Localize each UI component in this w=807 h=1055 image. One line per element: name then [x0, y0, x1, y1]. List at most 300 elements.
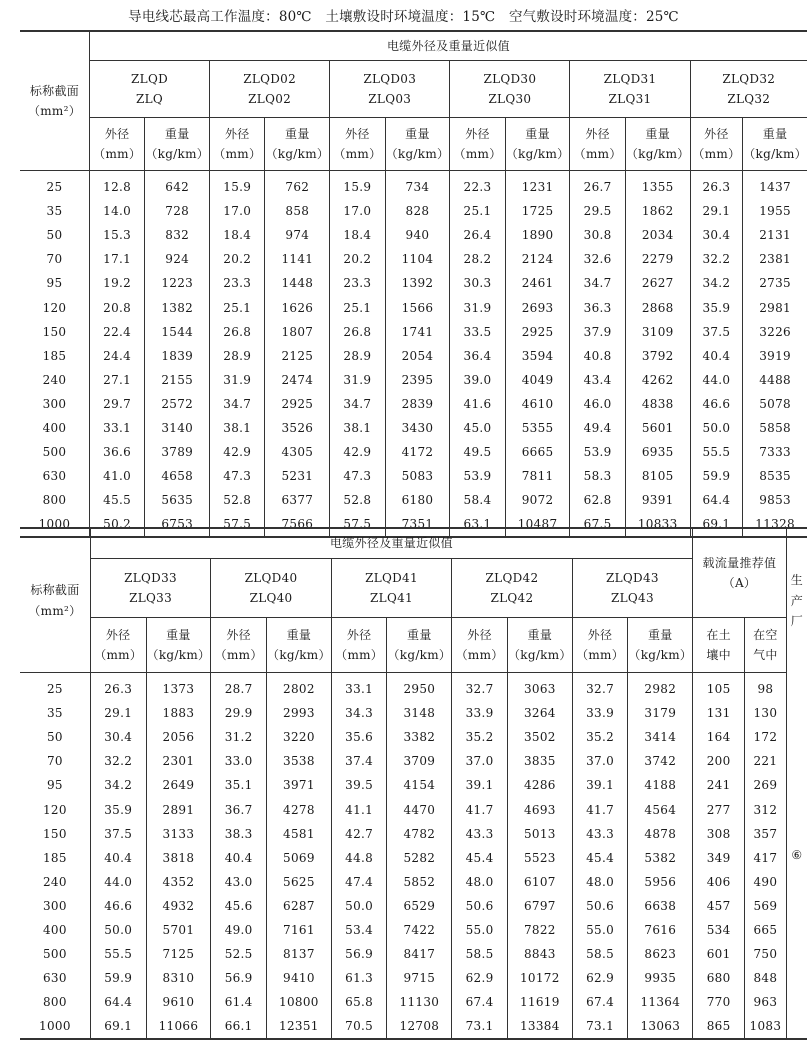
value-cell: 28.9: [210, 344, 265, 368]
value-cell: 37.0: [452, 749, 508, 773]
value-cell: 58.4: [450, 488, 505, 512]
value-cell: 7422: [387, 918, 452, 942]
value-cell: 50.0: [90, 918, 146, 942]
value-cell: 50.0: [690, 416, 743, 440]
value-cell: 164: [693, 725, 745, 749]
cross-section-cell: 240: [20, 870, 90, 894]
cross-section-cell: 630: [20, 464, 89, 488]
value-cell: 30.3: [450, 271, 505, 295]
value-cell: 4878: [628, 822, 693, 846]
value-cell: 6665: [505, 440, 570, 464]
value-cell: 19.2: [89, 271, 144, 295]
value-cell: 601: [693, 942, 745, 966]
value-cell: 3971: [267, 773, 332, 797]
value-cell: 5078: [743, 392, 807, 416]
value-cell: 53.9: [570, 440, 625, 464]
value-cell: 23.3: [210, 271, 265, 295]
value-cell: 31.9: [330, 368, 385, 392]
manufacturer-header: 生 产 厂: [786, 528, 807, 673]
value-cell: 7333: [743, 440, 807, 464]
value-cell: 3133: [146, 822, 211, 846]
value-cell: 44.0: [90, 870, 146, 894]
value-cell: 42.9: [330, 440, 385, 464]
value-cell: 4658: [145, 464, 210, 488]
cross-section-cell: 95: [20, 271, 89, 295]
value-cell: 47.3: [210, 464, 265, 488]
value-cell: 38.3: [211, 822, 267, 846]
ampacity-air-header: 在空 气中: [745, 618, 787, 673]
value-cell: 2925: [505, 320, 570, 344]
value-cell: 67.5: [570, 512, 625, 537]
value-cell: 2474: [265, 368, 330, 392]
value-cell: 41.6: [450, 392, 505, 416]
value-cell: 36.7: [211, 797, 267, 821]
table-row: [20, 894, 807, 918]
table-row: [20, 464, 807, 488]
value-cell: 24.4: [89, 344, 144, 368]
value-cell: 2131: [743, 223, 807, 247]
value-cell: 41.7: [452, 797, 508, 821]
value-cell: 33.1: [331, 673, 387, 702]
table-row: [20, 990, 807, 1014]
value-cell: 3789: [145, 440, 210, 464]
value-cell: 534: [693, 918, 745, 942]
weight-header: 重量 （kg/km）: [145, 118, 210, 171]
value-cell: 406: [693, 870, 745, 894]
value-cell: 4581: [267, 822, 332, 846]
value-cell: 29.1: [690, 199, 743, 223]
value-cell: 25.1: [330, 295, 385, 319]
value-cell: 4470: [387, 797, 452, 821]
weight-header: 重量 （kg/km）: [743, 118, 807, 171]
value-cell: 46.6: [690, 392, 743, 416]
value-cell: 38.1: [210, 416, 265, 440]
table-row: [20, 344, 807, 368]
value-cell: 70.5: [331, 1014, 387, 1039]
value-cell: 62.8: [570, 488, 625, 512]
cross-section-cell: 70: [20, 749, 90, 773]
value-cell: 57.5: [210, 512, 265, 537]
cross-section-cell: 400: [20, 416, 89, 440]
value-cell: 12.8: [89, 171, 144, 200]
value-cell: 1141: [265, 247, 330, 271]
value-cell: 1437: [743, 171, 807, 200]
outer-diameter-header: 外径 （mm）: [450, 118, 505, 171]
value-cell: 734: [385, 171, 450, 200]
value-cell: 3414: [628, 725, 693, 749]
value-cell: 20.2: [210, 247, 265, 271]
value-cell: 62.9: [572, 966, 628, 990]
value-cell: 11364: [628, 990, 693, 1014]
value-cell: 33.1: [89, 416, 144, 440]
value-cell: 5852: [387, 870, 452, 894]
table-row: [20, 773, 807, 797]
value-cell: 1883: [146, 701, 211, 725]
value-cell: 2056: [146, 725, 211, 749]
value-cell: 6287: [267, 894, 332, 918]
value-cell: 2301: [146, 749, 211, 773]
value-cell: 3430: [385, 416, 450, 440]
weight-header: 重量 （kg/km）: [507, 618, 572, 673]
value-cell: 5231: [265, 464, 330, 488]
value-cell: 4188: [628, 773, 693, 797]
value-cell: 3226: [743, 320, 807, 344]
cross-section-cell: 150: [20, 822, 90, 846]
value-cell: 31.2: [211, 725, 267, 749]
table-row: [20, 870, 807, 894]
value-cell: 52.8: [330, 488, 385, 512]
value-cell: 9610: [146, 990, 211, 1014]
value-cell: 17.0: [330, 199, 385, 223]
value-cell: 69.1: [90, 1014, 146, 1039]
value-cell: 1862: [625, 199, 690, 223]
value-cell: 490: [745, 870, 787, 894]
value-cell: 11066: [146, 1014, 211, 1039]
value-cell: 665: [745, 918, 787, 942]
value-cell: 924: [145, 247, 210, 271]
weight-header: 重量 （kg/km）: [267, 618, 332, 673]
outer-diameter-header: 外径 （mm）: [89, 118, 144, 171]
value-cell: 2868: [625, 295, 690, 319]
table-row: [20, 416, 807, 440]
value-cell: 58.5: [572, 942, 628, 966]
value-cell: 26.3: [90, 673, 146, 702]
table-row: [20, 966, 807, 990]
value-cell: 2802: [267, 673, 332, 702]
value-cell: 37.5: [90, 822, 146, 846]
value-cell: 2627: [625, 271, 690, 295]
value-cell: 2982: [628, 673, 693, 702]
value-cell: 6753: [145, 512, 210, 537]
value-cell: 5069: [267, 846, 332, 870]
outer-diameter-header: 外径 （mm）: [452, 618, 508, 673]
value-cell: 35.6: [331, 725, 387, 749]
value-cell: 642: [145, 171, 210, 200]
value-cell: 29.9: [211, 701, 267, 725]
od-weight-group-header: 电缆外径及重量近似值: [90, 528, 692, 559]
value-cell: 770: [693, 990, 745, 1014]
value-cell: 33.5: [450, 320, 505, 344]
value-cell: 47.4: [331, 870, 387, 894]
value-cell: 50.6: [452, 894, 508, 918]
table-row: [20, 1014, 807, 1039]
value-cell: 35.2: [452, 725, 508, 749]
value-cell: 1223: [145, 271, 210, 295]
value-cell: 3526: [265, 416, 330, 440]
value-cell: 9853: [743, 488, 807, 512]
value-cell: 34.3: [331, 701, 387, 725]
value-cell: 25.1: [450, 199, 505, 223]
cross-section-cell: 300: [20, 894, 90, 918]
value-cell: 37.0: [572, 749, 628, 773]
value-cell: 32.7: [452, 673, 508, 702]
value-cell: 29.7: [89, 392, 144, 416]
table-row: [20, 846, 807, 870]
value-cell: 2124: [505, 247, 570, 271]
value-cell: 4172: [385, 440, 450, 464]
value-cell: 2649: [146, 773, 211, 797]
value-cell: 9715: [387, 966, 452, 990]
value-cell: 1807: [265, 320, 330, 344]
value-cell: 2993: [267, 701, 332, 725]
cross-section-cell: 300: [20, 392, 89, 416]
value-cell: 29.5: [570, 199, 625, 223]
value-cell: 15.9: [330, 171, 385, 200]
cross-section-cell: 1000: [20, 512, 89, 537]
value-cell: 3502: [507, 725, 572, 749]
value-cell: 32.7: [572, 673, 628, 702]
value-cell: 6377: [265, 488, 330, 512]
value-cell: 31.9: [210, 368, 265, 392]
model-header: ZLQD41 ZLQ41: [331, 559, 451, 618]
value-cell: 30.4: [90, 725, 146, 749]
value-cell: 2125: [265, 344, 330, 368]
table-row: [20, 392, 807, 416]
value-cell: 26.4: [450, 223, 505, 247]
value-cell: 2925: [265, 392, 330, 416]
value-cell: 2034: [625, 223, 690, 247]
value-cell: 4782: [387, 822, 452, 846]
value-cell: 43.0: [211, 870, 267, 894]
outer-diameter-header: 外径 （mm）: [331, 618, 387, 673]
table-row: [20, 942, 807, 966]
cross-section-cell: 800: [20, 990, 90, 1014]
value-cell: 28.7: [211, 673, 267, 702]
table-row: [20, 488, 807, 512]
value-cell: 3264: [507, 701, 572, 725]
value-cell: 23.3: [330, 271, 385, 295]
value-cell: 36.6: [89, 440, 144, 464]
value-cell: 963: [745, 990, 787, 1014]
value-cell: 53.4: [331, 918, 387, 942]
value-cell: 2461: [505, 271, 570, 295]
cross-section-header: 标称截面 （mm²）: [20, 31, 89, 171]
value-cell: 30.8: [570, 223, 625, 247]
value-cell: 38.1: [330, 416, 385, 440]
model-header: ZLQD42 ZLQ42: [452, 559, 572, 618]
weight-header: 重量 （kg/km）: [146, 618, 211, 673]
table-row: [20, 271, 807, 295]
value-cell: 20.2: [330, 247, 385, 271]
value-cell: 50.2: [89, 512, 144, 537]
value-cell: 34.7: [570, 271, 625, 295]
cross-section-cell: 25: [20, 171, 89, 200]
value-cell: 28.2: [450, 247, 505, 271]
value-cell: 105: [693, 673, 745, 702]
value-cell: 49.4: [570, 416, 625, 440]
value-cell: 26.8: [210, 320, 265, 344]
ampacity-soil-header: 在土 壤中: [693, 618, 745, 673]
value-cell: 35.9: [690, 295, 743, 319]
cross-section-cell: 25: [20, 673, 90, 702]
value-cell: 2572: [145, 392, 210, 416]
value-cell: 2693: [505, 295, 570, 319]
value-cell: 56.9: [331, 942, 387, 966]
value-cell: 1448: [265, 271, 330, 295]
value-cell: 40.8: [570, 344, 625, 368]
value-cell: 8843: [507, 942, 572, 966]
value-cell: 39.0: [450, 368, 505, 392]
table-caption: 导电线芯最高工作温度：80℃ 土壤敷设时环境温度：15℃ 空气敷设时环境温度：25℃: [128, 9, 679, 25]
value-cell: 42.9: [210, 440, 265, 464]
value-cell: 8310: [146, 966, 211, 990]
value-cell: 58.5: [452, 942, 508, 966]
value-cell: 417: [745, 846, 787, 870]
cross-section-cell: 800: [20, 488, 89, 512]
value-cell: 1104: [385, 247, 450, 271]
value-cell: 4838: [625, 392, 690, 416]
outer-diameter-header: 外径 （mm）: [90, 618, 146, 673]
value-cell: 25.1: [210, 295, 265, 319]
value-cell: 9391: [625, 488, 690, 512]
value-cell: 4932: [146, 894, 211, 918]
value-cell: 3109: [625, 320, 690, 344]
value-cell: 33.0: [211, 749, 267, 773]
value-cell: 4278: [267, 797, 332, 821]
value-cell: 53.9: [450, 464, 505, 488]
value-cell: 13063: [628, 1014, 693, 1039]
value-cell: 8623: [628, 942, 693, 966]
value-cell: 940: [385, 223, 450, 247]
value-cell: 64.4: [690, 488, 743, 512]
value-cell: 61.4: [211, 990, 267, 1014]
value-cell: 357: [745, 822, 787, 846]
value-cell: 457: [693, 894, 745, 918]
value-cell: 1566: [385, 295, 450, 319]
value-cell: 49.5: [450, 440, 505, 464]
cross-section-cell: 120: [20, 295, 89, 319]
value-cell: 3063: [507, 673, 572, 702]
value-cell: 34.7: [210, 392, 265, 416]
cross-section-cell: 50: [20, 725, 90, 749]
value-cell: 35.2: [572, 725, 628, 749]
outer-diameter-header: 外径 （mm）: [211, 618, 267, 673]
value-cell: 277: [693, 797, 745, 821]
value-cell: 8137: [267, 942, 332, 966]
value-cell: 2395: [385, 368, 450, 392]
value-cell: 858: [265, 199, 330, 223]
outer-diameter-header: 外径 （mm）: [690, 118, 743, 171]
value-cell: 34.2: [90, 773, 146, 797]
cross-section-cell: 70: [20, 247, 89, 271]
value-cell: 5523: [507, 846, 572, 870]
value-cell: 3709: [387, 749, 452, 773]
table-row: [20, 797, 807, 821]
value-cell: 130: [745, 701, 787, 725]
value-cell: 27.1: [89, 368, 144, 392]
value-cell: 18.4: [330, 223, 385, 247]
value-cell: 4564: [628, 797, 693, 821]
model-header: ZLQD31 ZLQ31: [570, 61, 690, 118]
value-cell: 57.5: [330, 512, 385, 537]
value-cell: 2891: [146, 797, 211, 821]
value-cell: 1544: [145, 320, 210, 344]
value-cell: 241: [693, 773, 745, 797]
value-cell: 1083: [745, 1014, 787, 1039]
value-cell: 50.6: [572, 894, 628, 918]
cable-table-part-1: [20, 30, 807, 538]
value-cell: 44.8: [331, 846, 387, 870]
value-cell: 10833: [625, 512, 690, 537]
value-cell: 7822: [507, 918, 572, 942]
value-cell: 1355: [625, 171, 690, 200]
value-cell: 15.9: [210, 171, 265, 200]
cross-section-cell: 630: [20, 966, 90, 990]
value-cell: 30.4: [690, 223, 743, 247]
value-cell: 11328: [743, 512, 807, 537]
value-cell: 47.3: [330, 464, 385, 488]
value-cell: 55.0: [452, 918, 508, 942]
value-cell: 73.1: [452, 1014, 508, 1039]
value-cell: 1626: [265, 295, 330, 319]
value-cell: 22.3: [450, 171, 505, 200]
value-cell: 5635: [145, 488, 210, 512]
cross-section-cell: 95: [20, 773, 90, 797]
value-cell: 974: [265, 223, 330, 247]
weight-header: 重量 （kg/km）: [265, 118, 330, 171]
cross-section-cell: 500: [20, 942, 90, 966]
weight-header: 重量 （kg/km）: [625, 118, 690, 171]
value-cell: 4488: [743, 368, 807, 392]
value-cell: 11619: [507, 990, 572, 1014]
cross-section-cell: 120: [20, 797, 90, 821]
value-cell: 55.5: [690, 440, 743, 464]
value-cell: 43.4: [570, 368, 625, 392]
value-cell: 45.6: [211, 894, 267, 918]
value-cell: 12351: [267, 1014, 332, 1039]
weight-header: 重量 （kg/km）: [505, 118, 570, 171]
value-cell: 3179: [628, 701, 693, 725]
value-cell: 48.0: [452, 870, 508, 894]
value-cell: 45.4: [572, 846, 628, 870]
manufacturer-code-cell: ⑥: [786, 673, 807, 1040]
ampacity-header: 载流量推荐值 （A）: [693, 528, 787, 618]
value-cell: 2839: [385, 392, 450, 416]
value-cell: 9410: [267, 966, 332, 990]
value-cell: 1725: [505, 199, 570, 223]
value-cell: 43.3: [572, 822, 628, 846]
value-cell: 1955: [743, 199, 807, 223]
cross-section-cell: 185: [20, 344, 89, 368]
table-row: [20, 171, 807, 200]
table-row: [20, 320, 807, 344]
weight-header: 重量 （kg/km）: [385, 118, 450, 171]
value-cell: 39.1: [572, 773, 628, 797]
value-cell: 131: [693, 701, 745, 725]
value-cell: 67.4: [452, 990, 508, 1014]
value-cell: 4610: [505, 392, 570, 416]
value-cell: 46.6: [90, 894, 146, 918]
value-cell: 3919: [743, 344, 807, 368]
value-cell: 36.4: [450, 344, 505, 368]
value-cell: 750: [745, 942, 787, 966]
value-cell: 35.1: [211, 773, 267, 797]
value-cell: 61.3: [331, 966, 387, 990]
value-cell: 41.1: [331, 797, 387, 821]
value-cell: 8105: [625, 464, 690, 488]
value-cell: 312: [745, 797, 787, 821]
value-cell: 7125: [146, 942, 211, 966]
value-cell: 200: [693, 749, 745, 773]
value-cell: 5956: [628, 870, 693, 894]
value-cell: 3835: [507, 749, 572, 773]
cross-section-cell: 240: [20, 368, 89, 392]
value-cell: 37.9: [570, 320, 625, 344]
outer-diameter-header: 外径 （mm）: [570, 118, 625, 171]
value-cell: 3792: [625, 344, 690, 368]
value-cell: 46.0: [570, 392, 625, 416]
value-cell: 20.8: [89, 295, 144, 319]
